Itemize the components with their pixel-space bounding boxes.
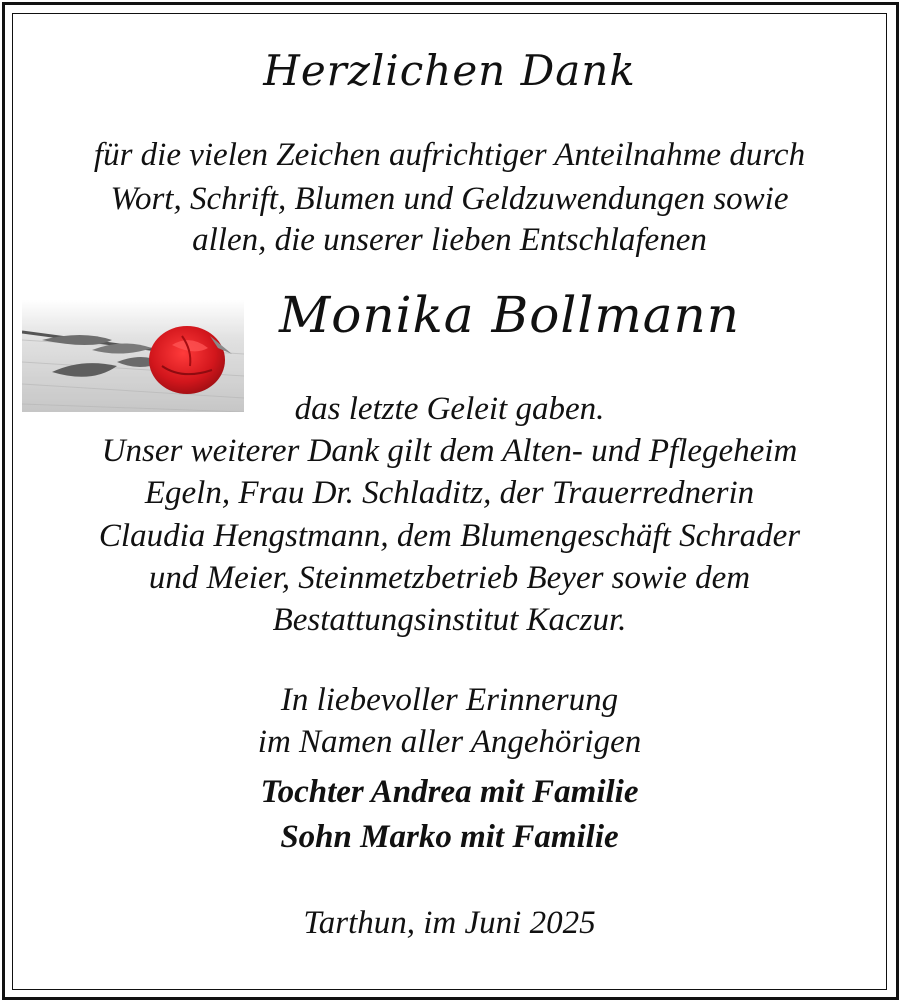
deceased-name: Monika Bollmann: [279, 286, 740, 344]
intro-line-1: für die vielen Zeichen aufrichtiger Anteilnahme durch: [93, 137, 806, 173]
closing-line-2: im Namen aller Angehörigen: [257, 724, 642, 760]
family-line-2: Sohn Marko mit Familie: [280, 819, 619, 855]
intro-line-2: Wort, Schrift, Blumen und Geldzuwendungen sowie: [110, 181, 789, 217]
family-line-1: Tochter Andrea mit Familie: [260, 774, 639, 810]
heading: Herzlichen Dank: [263, 46, 636, 95]
message-line-3: Egeln, Frau Dr. Schladitz, der Trauerrednerin: [144, 475, 755, 511]
message-line-1: das letzte Geleit gaben.: [294, 391, 605, 427]
message-line-5: und Meier, Steinmetzbetrieb Beyer sowie dem: [148, 560, 751, 596]
message-line-4: Claudia Hengstmann, dem Blumengeschäft Schrader: [98, 518, 801, 554]
message-line-6: Bestattungsinstitut Kaczur.: [272, 602, 627, 638]
message-line-2: Unser weiterer Dank gilt dem Alten- und Pflegeheim: [101, 433, 798, 469]
intro-line-3: allen, die unserer lieben Entschlafenen: [192, 222, 707, 258]
closing-line-1: In liebevoller Erinnerung: [280, 682, 619, 718]
place-date: Tarthun, im Juni 2025: [303, 905, 596, 941]
